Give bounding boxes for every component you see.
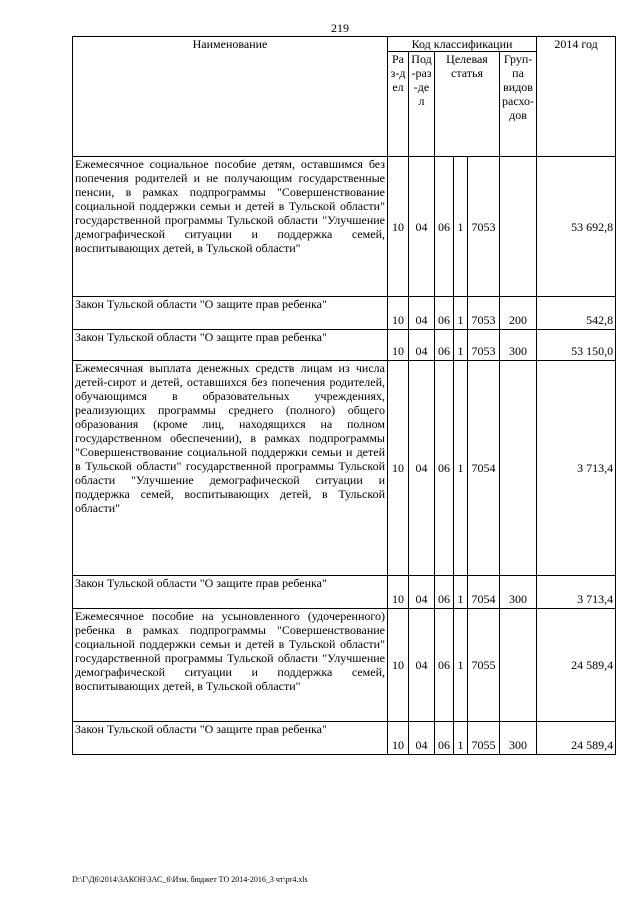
row-expense-group xyxy=(500,157,537,297)
row-target-direction: 7053 xyxy=(468,330,500,361)
header-razdel: Раз-дел xyxy=(388,52,409,157)
header-row xyxy=(73,37,616,52)
row-expense-group: 200 xyxy=(500,297,537,330)
row-amount: 53 150,0 xyxy=(537,330,616,361)
row-amount: 542,8 xyxy=(537,297,616,330)
header-classification: Код классификации xyxy=(388,37,537,52)
row-name: Ежемесячное пособие на усыновленного (удочеренного) ребенка в рамках подпрограммы "Совершенствование социальной поддержки семьи и детей в Тульской области" государственной программы Тульской области "Улучшение демографической ситуации и поддержка семей, воспитывающих детей, в Тульской области" xyxy=(73,609,388,722)
row-amount: 53 692,8 xyxy=(537,157,616,297)
row-podrazdel: 04 xyxy=(409,722,435,755)
row-expense-group: 300 xyxy=(500,722,537,755)
header-group: Груп-па видов расхо-дов xyxy=(500,52,537,157)
row-target-program: 06 xyxy=(435,576,454,609)
table-row xyxy=(73,330,616,361)
row-target-program: 06 xyxy=(435,609,454,722)
row-target-subprogram: 1 xyxy=(454,609,468,722)
table-row xyxy=(73,297,616,330)
header-podrazdel: Под-раз-дел xyxy=(409,52,435,157)
row-amount: 3 713,4 xyxy=(537,576,616,609)
row-razdel: 10 xyxy=(388,361,409,576)
row-target-direction: 7053 xyxy=(468,157,500,297)
footer-file-path: D:\Г\Д6\2014\ЗАКОН\ЗАС_6\Изм. бюджет ТО 2014-2016_3 чт\pr4.xls xyxy=(72,875,308,884)
table-row xyxy=(73,576,616,609)
row-name: Закон Тульской области "О защите прав ребенка" xyxy=(73,330,388,361)
row-target-direction: 7053 xyxy=(468,297,500,330)
row-target-direction: 7055 xyxy=(468,722,500,755)
row-amount: 24 589,4 xyxy=(537,722,616,755)
table-row xyxy=(73,361,616,576)
row-amount: 24 589,4 xyxy=(537,609,616,722)
row-name: Закон Тульской области "О защите прав ребенка" xyxy=(73,576,388,609)
row-target-subprogram: 1 xyxy=(454,297,468,330)
header-year: 2014 год xyxy=(537,37,616,157)
row-podrazdel: 04 xyxy=(409,157,435,297)
row-target-subprogram: 1 xyxy=(454,576,468,609)
row-target-program: 06 xyxy=(435,722,454,755)
table-row xyxy=(73,157,616,297)
row-expense-group xyxy=(500,361,537,576)
table-row xyxy=(73,722,616,755)
row-podrazdel: 04 xyxy=(409,609,435,722)
row-target-subprogram: 1 xyxy=(454,330,468,361)
row-target-program: 06 xyxy=(435,361,454,576)
header-name: Наименование xyxy=(73,37,388,157)
row-name: Закон Тульской области "О защите прав ребенка" xyxy=(73,297,388,330)
row-name: Ежемесячная выплата денежных средств лицам из числа детей-сирот и детей, оставшихся без попечения родителей, обучающимся в образовательных учреждениях, реализующих программы среднего (полного) общего образования (кроме лиц, находящихся на полном государственном обеспечении), в рамках подпрограммы "Совершенствование социальной поддержки семьи и детей в Тульской области" государственной программы Тульской области "Улучшение демографической ситуации и поддержка семей, воспитывающих детей, в Тульской области" xyxy=(73,361,388,576)
row-target-direction: 7054 xyxy=(468,576,500,609)
row-target-subprogram: 1 xyxy=(454,361,468,576)
row-target-program: 06 xyxy=(435,297,454,330)
row-razdel: 10 xyxy=(388,297,409,330)
row-razdel: 10 xyxy=(388,722,409,755)
row-name: Ежемесячное социальное пособие детям, оставшимся без попечения родителей и не получающим государственные пенсии, в рамках подпрограммы "Совершенствование социальной поддержки семьи и детей в Тульской области" государственной программы Тульской области "Улучшение демографической ситуации и поддержка семей, воспитывающих детей, в Тульской области" xyxy=(73,157,388,297)
row-podrazdel: 04 xyxy=(409,361,435,576)
row-target-direction: 7055 xyxy=(468,609,500,722)
row-expense-group: 300 xyxy=(500,576,537,609)
row-podrazdel: 04 xyxy=(409,576,435,609)
page-number: 219 xyxy=(331,21,349,35)
row-name: Закон Тульской области "О защите прав ребенка" xyxy=(73,722,388,755)
row-podrazdel: 04 xyxy=(409,330,435,361)
row-target-subprogram: 1 xyxy=(454,722,468,755)
row-amount: 3 713,4 xyxy=(537,361,616,576)
table-row xyxy=(73,609,616,722)
header-target-article: Целевая статья xyxy=(435,52,500,157)
row-razdel: 10 xyxy=(388,330,409,361)
row-expense-group: 300 xyxy=(500,330,537,361)
row-expense-group xyxy=(500,609,537,722)
table-body xyxy=(73,157,616,755)
budget-table xyxy=(72,36,616,755)
row-target-program: 06 xyxy=(435,157,454,297)
row-podrazdel: 04 xyxy=(409,297,435,330)
row-target-subprogram: 1 xyxy=(454,157,468,297)
row-razdel: 10 xyxy=(388,576,409,609)
row-razdel: 10 xyxy=(388,609,409,722)
row-razdel: 10 xyxy=(388,157,409,297)
row-target-direction: 7054 xyxy=(468,361,500,576)
row-target-program: 06 xyxy=(435,330,454,361)
